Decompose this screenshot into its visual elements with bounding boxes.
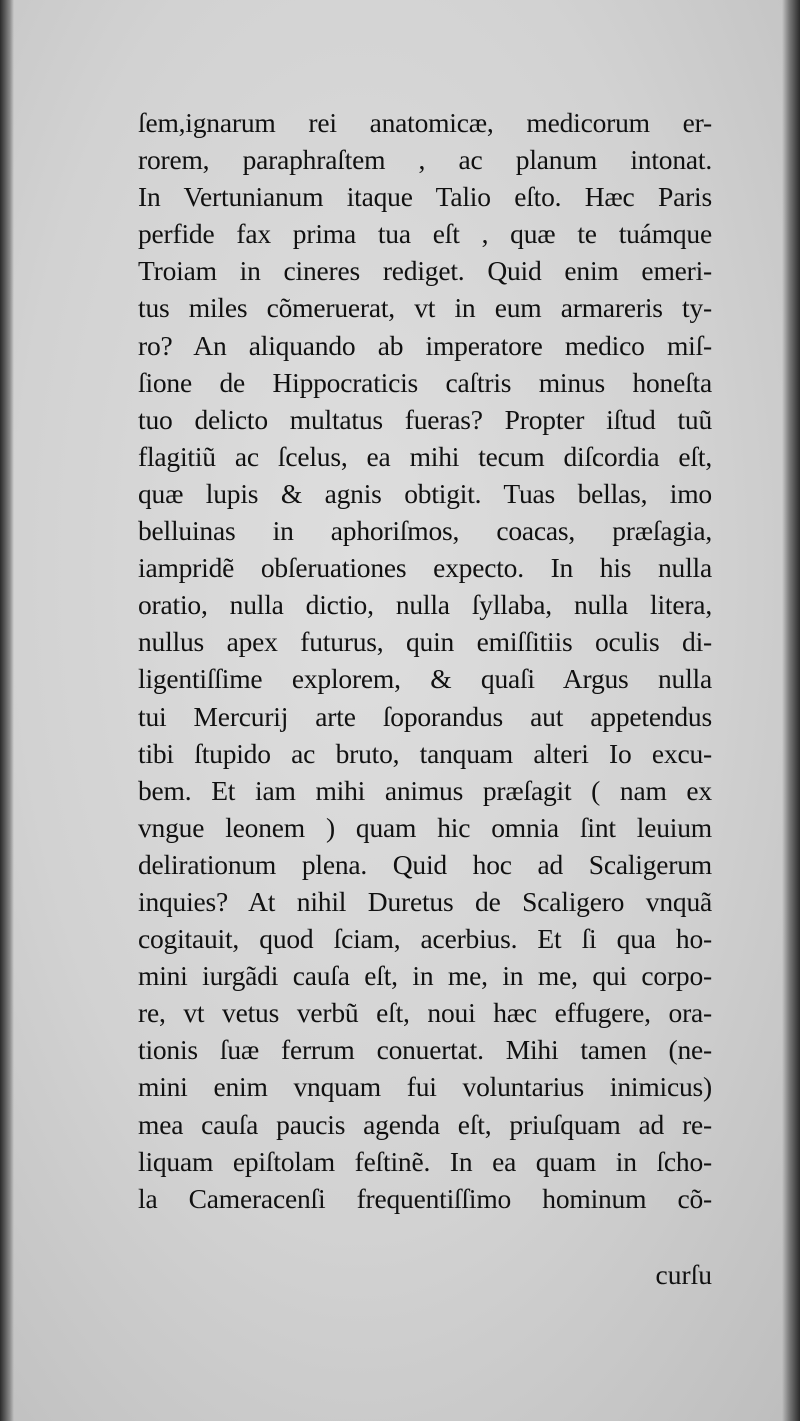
text-line-3: In Vertunianum itaque Talio eſto. Hæc Paris: [138, 181, 712, 213]
text-line-30: la Cameracenſi frequentiſſimo hominum cõ-: [138, 1182, 712, 1214]
text-line-24: mini iurgãdi cauſa eſt, in me, in me, qui corpo-: [138, 960, 712, 992]
text-line-7: ro? An aliquando ab imperatore medico miſ-: [138, 329, 712, 361]
text-line-27: mini enim vnquam fui voluntarius inimicus): [138, 1071, 712, 1103]
text-line-29: liquam epiſtolam feſtinẽ. In ea quam in ſcho-: [138, 1145, 712, 1177]
text-line-26: tionis ſuæ ferrum conuertat. Mihi tamen (ne-: [138, 1034, 712, 1066]
text-line-23: cogitauit, quod ſciam, acerbius. Et ſi qua ho-: [138, 923, 712, 955]
body-text: [138, 104, 712, 1217]
text-line-8: ſione de Hippocraticis caſtris minus honeſta: [138, 366, 712, 398]
text-line-2: rorem, paraphraſtem , ac planum intonat.: [138, 144, 712, 176]
text-line-22: inquies? At nihil Duretus de Scaligero vnquã: [138, 885, 712, 917]
text-line-9: tuo delicto multatus fueras? Propter iſtud tuũ: [138, 403, 712, 435]
text-line-13: iampridẽ obſeruationes expecto. In his nulla: [138, 552, 712, 584]
text-line-10: flagitiũ ac ſcelus, ea mihi tecum diſcordia eſt,: [138, 440, 712, 472]
text-line-11: quæ lupis & agnis obtigit. Tuas bellas, imo: [138, 477, 712, 509]
text-line-25: re, vt vetus verbũ eſt, noui hæc effugere, ora-: [138, 997, 712, 1029]
text-line-5: Troiam in cineres rediget. Quid enim emeri-: [138, 255, 712, 287]
text-line-18: tibi ſtupido ac bruto, tanquam alteri Io excu-: [138, 737, 712, 769]
catchword: curſu: [655, 1259, 712, 1290]
text-line-14: oratio, nulla dictio, nulla ſyllaba, nulla litera,: [138, 589, 712, 621]
text-line-12: belluinas in aphoriſmos, coacas, præſagia,: [138, 515, 712, 547]
text-line-15: nullus apex futurus, quin emiſſitiis oculis di-: [138, 626, 712, 658]
text-line-6: tus miles cõmeruerat, vt in eum armareris ty-: [138, 292, 712, 324]
text-line-17: tui Mercurij arte ſoporandus aut appetendus: [138, 700, 712, 732]
text-line-16: ligentiſſime explorem, & quaſi Argus nulla: [138, 663, 712, 695]
page-left-edge-shadow: [0, 0, 14, 1421]
text-line-20: vngue leonem ) quam hic omnia ſint leuium: [138, 811, 712, 843]
text-line-21: delirationum plena. Quid hoc ad Scaligerum: [138, 848, 712, 880]
text-line-4: perfide fax prima tua eſt , quæ te tuámque: [138, 218, 712, 250]
page-right-edge-shadow: [782, 0, 800, 1421]
text-line-19: bem. Et iam mihi animus præſagit ( nam ex: [138, 774, 712, 806]
text-line-1: ſem,ignarum rei anatomicæ, medicorum er-: [138, 107, 712, 138]
text-line-28: mea cauſa paucis agenda eſt, priuſquam ad re-: [138, 1108, 712, 1140]
